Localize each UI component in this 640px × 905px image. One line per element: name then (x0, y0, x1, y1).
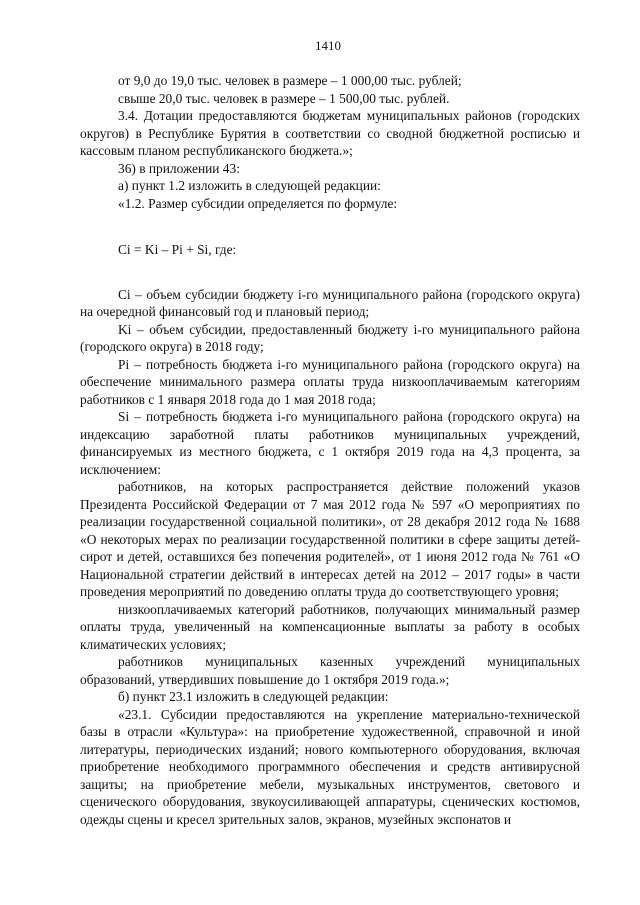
paragraph-item-1-2-intro: а) пункт 1.2 изложить в следующей редакции: (118, 178, 381, 193)
paragraph-23-1-culture-subsidies: «23.1. Субсидии предоставляются на укрепление материально-технической базы в отрасли «Культура»: на приобретение художественной, справочной и иной литературы, периодических изданий; нового компьютерного оборудования, включая приобретение необходимого программного обеспечения и средств антивирусной защиты; на приобретение мебели, музыкальных инструментов, светового и сценического оборудования, звукоусиливающей аппаратуры, сценических костюмов, одежды сцены и кресел зрительных залов, экранов, музейных экспонатов и (80, 706, 580, 827)
page-number: 1410 (315, 38, 341, 53)
document-body (80, 72, 580, 828)
definition-si: Si – потребность бюджета i-го муниципального района (городского округа) на индексацию заработной платы работников муниципальных учреждений, финансируемых из местного бюджета, с 1 октября 2019 года на 4,3 процента, за исключением: (80, 409, 580, 477)
subsidy-formula: Ci = Ki – Pi + Si, где: (118, 242, 237, 257)
definition-ci: Ci – объем субсидии бюджету i-го муниципального района (городского округа) на очередной финансовый год и плановый период; (80, 286, 580, 319)
definition-pi: Pi – потребность бюджета i-го муниципального района (городского округа) на обеспечение минимального размера оплаты труда низкооплачиваемым категориям работников с 1 января 2018 года до 1 мая 2018 года; (80, 356, 580, 407)
paragraph-1-2-formula-intro: «1.2. Размер субсидии определяется по формуле: (118, 195, 398, 211)
paragraph-range-over-20: свыше 20,0 тыс. человек в размере – 1 500,00 тыс. рублей. (118, 90, 450, 106)
paragraph-item-23-1-intro: б) пункт 23.1 изложить в следующей редакции: (118, 689, 389, 704)
paragraph-3-4-dotations: 3.4. Дотации предоставляются бюджетам муниципальных районов (городских округов) в Республике Бурятия в соответствии со сводной бюджетной росписью и кассовым планом республиканского бюджета.»; (80, 108, 580, 158)
exception-municipal-institutions: работников муниципальных казенных учреждений муниципальных образований, утвердивших повышение до 1 октября 2019 года.»; (80, 654, 580, 687)
paragraph-appendix-43: 36) в приложении 43: (118, 160, 240, 176)
definition-ki: Ki – объем субсидии, предоставленный бюджету i-го муниципального района (городского округа) в 2018 году; (80, 321, 580, 354)
exception-presidential-decrees: работников, на которых распространяется действие положений указов Президента Российской Федерации от 7 мая 2012 года № 597 «О мероприятиях по реализации государственной социальной политики», от 28 декабря 2012 года № 1688 «О некоторых мерах по реализации государственной политики в сфере защиты детей-сирот и детей, оставшихся без попечения родителей», от 1 июня 2012 года № 761 «О Национальной стратегии действий в интересах детей на 2012 – 2017 годы» в части проведения мероприятий по доведению оплаты труда до соответствующего уровня; (80, 479, 580, 599)
paragraph-range-9-19: от 9,0 до 19,0 тыс. человек в размере – 1 000,00 тыс. рублей; (118, 73, 462, 88)
exception-minimum-wage: низкооплачиваемых категорий работников, получающих минимальный размер оплаты труда, увеличенный на компенсационные выплаты за работу в особых климатических условиях; (80, 601, 580, 652)
